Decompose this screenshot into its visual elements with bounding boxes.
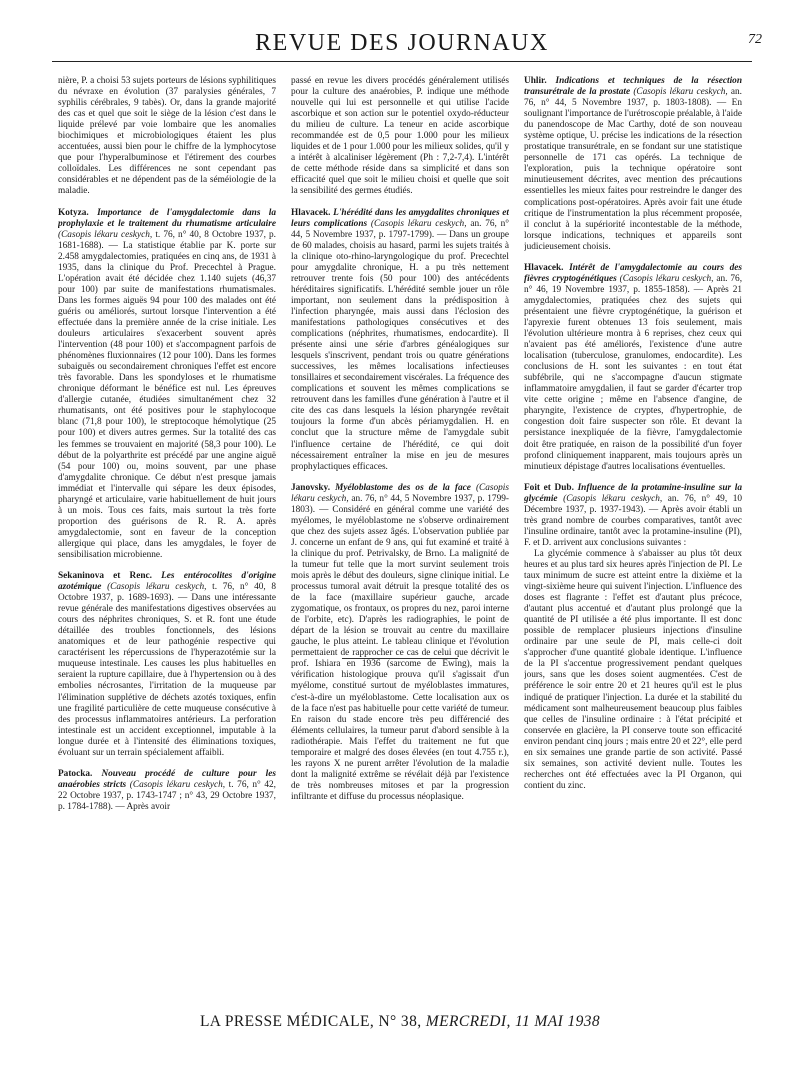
article-source: (Casopis lékaru ceskych, — [563, 493, 663, 504]
article-author: Janovsky. — [291, 482, 331, 493]
article-paragraph — [524, 76, 742, 253]
article-title: Importance de l'amygdalectomie dans la prophylaxie et le traitement du rhumatisme articulaire — [58, 207, 276, 229]
footer-publication: LA PRESSE MÉDICALE, N° 38, — [199, 1013, 422, 1030]
article-title: Intérêt de l'amygdalectomie au cours des fièvres cryptogénétiques — [524, 262, 742, 284]
article-author: Foit et Dub. — [524, 482, 574, 493]
article-source: (Casopis lékaru ceskych, — [58, 229, 153, 240]
article — [291, 76, 509, 198]
article-paragraph — [524, 549, 742, 792]
article-reference: t. 76, n° 40, 8 Octobre 1937, p. 1689-1693). — [58, 582, 276, 604]
article-reference: an. 76, n° 44, 5 Novembre 1937, p. 1797-1799). — [291, 218, 509, 240]
article-paragraph — [58, 571, 276, 759]
text-column-1 — [58, 76, 276, 896]
article-source: (Casopis lékaru ceskych, — [633, 87, 728, 98]
article-body: passé en revue les divers procédés généralement utilisés pour la culture des anaérobies, P. indique une méthode nouvelle qui lui est personnelle et qui utilise l'acide ascorbique et son action sur le potentiel oxydo-réducteur du milieu de culture. La teneur en acide ascorbique recommandée est de 0,5 pour 1.000 pour les milieux liquides et de 1 pour 1.000 pour les milieux solides, qu'il y a intérêt à alcaliniser légèrement (Ph : 7,2-7,4). L'intérêt de cette méthode réside dans sa simplicité et dans son efficacité quel que soit le milieu choisi et quelle que soit la sensibilité des germes étudiés. — [291, 76, 509, 197]
article-source: (Casopis lékaru ceskych, — [107, 582, 207, 593]
article-paragraph — [58, 208, 276, 562]
article-reference: t. 76, n° 42, 22 Octobre 1937, p. 1743-1747 ; n° 43, 29 Octobre 1937, p. 1784-1788). — [58, 779, 276, 812]
article-body: La glycémie commence à s'abaisser au plus tôt deux heures et au plus tard six heures après l'injection de PI. Le taux minimum de sucre est atteint entre la dixième et la vingt-sixième heure qui suivent l'injection. L'influence des doses est flagrante : l'effet est d'autant plus précoce, d'autant plus accentué et d'autant plus prolongé que la quantité de PI utilisée a été plus importante. Il est donc possible de remplacer plusieurs injections d'insuline ordinaire par une seule de PI, mais celle-ci doit s'approcher d'une quantité globale identique. L'influence de la PI s'accentue progressivement pendant quelques jours, sans que les doses soient augmentées. C'est de préférence le soir entre 20 et 21 heures qu'il est le plus indiqué de pratiquer l'injection. La durée et la stabilité du médicament sont malheureusement beaucoup plus faibles que celles de l'insuline ordinaire : à l'état précipité et conservée en glacière, la PI conserve toute son efficacité environ pendant cinq jours ; mais entre 20 et 22°, elle perd en six semaines une grande partie de son activité. Passé six semaines, son activité devient nulle. Toutes les recherches ont été effectuées avec la PI Organon, qui contient du zinc. — [524, 548, 742, 791]
text-column-3 — [524, 76, 742, 896]
article-body: — Après avoir établi un très grand nombre de courbes comparatives, tantôt avec l'insuline ordinaire, tantôt avec la protamine-insuline (PI), F. et D. arrivent aux conclusions suivantes : — [524, 504, 742, 548]
article-author: Hlavacek. — [524, 262, 564, 273]
article-source: (Casopis lékaru ceskych, — [129, 779, 226, 790]
article — [58, 208, 276, 562]
article — [291, 208, 509, 473]
page-header — [52, 30, 762, 60]
article-author: Kotyza. — [58, 207, 89, 218]
article-body: — La statistique établie par K. porte sur 2.458 amygdalectomies, pratiquées en cinq ans, de 1931 à 1935, dans la clinique du Prof. Precechtel à Prague. L'opération avait été décidée chez 1.140 sujets (46,37 pour 100) par suite de manifestations rhumatismales. Dans les formes aiguës 94 pour 100 des malades ont été guéris ou améliorés, surtout lorsque l'intervention a été effectuée dans la première année de la crise initiale. Les douleurs articulaires s'exacerbent souvent après l'intervention (48 pour 100) et s'accompagnent parfois de phénomènes fluxionnaires (12 pour 100). Dans les formes subaiguës ou secondairement chroniques l'effet est encore très favorable. Dans les spondyloses et le rhumatisme chronique déformant le bénéfice est nul. Les épreuves d'allergie cutanée, étudiées simultanément chez 32 rhumatisants, ont été positives pour le staphylocoque blanc (71,8 pour 100), le streptocoque hémolytique (25 pour 100) et divers autres germes. Sur la totalité des cas les femmes se trouvaient en majorité (58,3 pour 100). Le début de la polyarthrite est précédé par une angine aiguë (54 pour 100) ou, moins souvent, par une phase d'amygdalite chronique. Ce début n'est presque jamais immédiat et l'intervalle qui sépare les deux épisodes, pharyngé et articulaire, varie habituellement de huit jours à un mois. Tous ces faits, mais surtout la très forte proportion des guérisons de R. R. A. après amygdalectomie, sont en faveur de la conception allergique qui place, dans les amygdales, le foyer de sensibilisation microbienne. — [58, 240, 276, 560]
article — [58, 571, 276, 759]
text-column-2 — [291, 76, 509, 896]
article-body: — Après 21 amygdalectomies, pratiquées chez des sujets qui présentaient une fièvre cryptogénétique, la guérison et l'apyrexie furent obtenues 13 fois seulement, mais l'évolution ultérieure montra à 6 reprises, chez ceux qui n'avaient pas été améliorés, l'existence d'une autre localisation (tuberculose, granulomes, endocardite). Les conclusions de H. sont les suivantes : en tout état subfébrile, qui ne s'accompagne d'aucun stigmate inflammatoire amygdalien, il faut se garder d'écarter trop vite cette origine ; même en l'absence d'angine, de pharyngite, l'existence de cryptes, d'hypertrophie, de congestion doit faire suspecter son rôle. Et devant la persistance inexpliquée de la fièvre, l'amygdalectomie doit être pratiquée, en raison de la possibilité d'un foyer profond cliniquement inapparent, mais toujours après un minutieux dépistage d'autres localisations éventuelles. — [524, 284, 742, 472]
article-author: Sekaninova et Renc. — [58, 571, 152, 582]
article-paragraph — [524, 263, 742, 473]
article-author: Hlavacek. — [291, 207, 331, 218]
article-title: L'hérédité dans les amygdalites chroniques et leurs complications — [291, 207, 509, 229]
article-body: — En soulignant l'importance de l'urétroscopie préalable, à l'aide du panendoscope de Mac Carthy, doté de son nouveau système optique, U. précise les indications de la résection prostatique transurétrale, en se fondant sur une statistique personnelle de 171 cas opérés. La technique de l'exploration, puis la technique opératoire sont minutieusement décrites, avec mention des précautions essentielles les mieux faites pour restreindre le danger des complications post-opératoires. Après avoir fait une étude critique de l'instrumentation la plus récemment proposée, il conclut à la supériorité incontestable de la méthode, lorsque indications, techniques et appareils sont judicieusement choisis. — [524, 98, 742, 252]
article-title: Nouveau procédé de culture pour les anaérobies stricts — [58, 768, 276, 790]
article-paragraph — [291, 483, 509, 803]
article-reference: an. 76, n° 49, 10 Décembre 1937, p. 1937-1943). — [524, 493, 742, 515]
article-gap — [58, 759, 276, 769]
article-author: Uhlir. — [524, 76, 547, 86]
article-gap — [58, 198, 276, 208]
article-gap — [58, 561, 276, 571]
article-paragraph — [291, 208, 509, 473]
article-title: Les entérocolites d'origine azotémique — [58, 571, 276, 593]
page-footer — [0, 1013, 800, 1031]
article-gap — [291, 473, 509, 483]
article-reference: an. 76, n° 46, 19 Novembre 1937, p. 1855-1858). — [524, 273, 742, 295]
section-end-rule — [342, 658, 458, 659]
article-gap — [524, 473, 742, 483]
article-source: (Casopis lékaru ceskych, — [291, 482, 509, 504]
article-paragraph — [58, 76, 276, 198]
article — [524, 483, 742, 792]
article-paragraph — [58, 769, 276, 813]
article-gap — [291, 198, 509, 208]
journal-title: REVUE DES JOURNAUX — [255, 30, 549, 56]
article — [58, 76, 276, 198]
article-source: (Casopis lékaru ceskych, — [619, 273, 714, 284]
article-body: — Après avoir — [115, 801, 171, 812]
article-title: Influence de la protamine-insuline sur la glycémie — [524, 482, 742, 504]
article-body: — Dans une intéressante revue générale des manifestations digestives observées au cours des néphrites chroniques, S. et R. font une étude détaillée des troubles fonctionnels, des lésions anatomiques et de leur pathogénie respective qui caractérisent les répercussions de l'hyperazotémie sur la muqueuse intestinale. Les causes les plus habituelles en seraient la rupture capillaire, due à l'hypertension ou à des embolies nécrosantes, l'irritation de la muqueuse par l'élimination supplétive de déchets azotés toxiques, enfin une fragilité particulière de cette muqueuse consécutive à des processus inflammatoires antérieurs. La perforation intestinale est un accident exceptionnel, imputable à la longue durée et à l'intensité des éliminations toxiques, évoluant sur un terrain spécialement affaibli. — [58, 593, 276, 758]
article-body: — Dans un groupe de 60 malades, choisis au hasard, parmi les sujets traités à la clinique oto-rhino-laryngologique du prof. Precechtel pour amygdalite chronique, H. a pu très nettement retrouver trente fois (50 pour 100) des antécédents héréditaires significatifs. L'hérédité semble jouer un rôle important, non seulement dans la prédisposition à l'infection pharyngée, mais aussi dans l'éclosion des manifestations pathologiques consécutives et des complications (néphrites, rhumatismes, endocardite). Il présente ainsi une série d'arbres généalogiques sur lesquels s'inscrivent, pendant trois ou quatre générations successives, les mêmes localisations infectieuses tonsillaires et secondairement viscérales. La fréquence des complications et souvent les mêmes complications se retrouvent dans les familles d'une génération à l'autre et il cite des cas dans lesquels la lésion pharyngée revêtait toujours la forme d'un abcès périamygdalien. H. en conclut que la structure même de l'amygdale subit l'influence certaine de l'hérédité, ce qui doit nécessairement entraîner la mise en jeu de mesures prophylactiques efficaces. — [291, 229, 509, 472]
article-title: Myéloblastome des os de la face — [335, 482, 471, 493]
header-rule — [52, 61, 752, 62]
article-author: Patocka. — [58, 768, 93, 779]
article-paragraph — [291, 76, 509, 198]
article-gap — [524, 253, 742, 263]
article — [524, 76, 742, 253]
article-reference: an. 76, n° 44, 5 Novembre 1937, p. 1799-1803). — [291, 493, 509, 515]
article — [524, 263, 742, 473]
article-reference: an. 76, n° 44, 5 Novembre 1937, p. 1803-1808). — [524, 87, 742, 109]
article-reference: t. 76, n° 40, 8 Octobre 1937, p. 1681-1688). — [58, 229, 276, 251]
footer-date: MERCREDI, 11 MAI 1938 — [425, 1013, 601, 1030]
article-body: — Considéré en général comme une variété des myélomes, le myéloblastome ne s'observe ordinairement que chez des sujets assez âgés. L'observation publiée par J. concerne un enfant de 9 ans, qui fut examiné et traité à la clinique du prof. Petrivalsky, de Brno. La malignité de la tumeur fut telle que la mort survint seulement trois mois après le début des douleurs, signe clinique initial. Le processus tumoral avait détruit la presque totalité des os de la face (maxillaire supérieur gauche, arcade zygomatique, os frontaux, os propres du nez, paroi interne de l'orbite, etc). D'après les radiographies, le point de départ de la lésion se trouvait au centre du maxillaire gauche, le plus atteint. Le tableau clinique et l'évolution permettaient de rapprocher ce cas de celui que décrivit le prof. Ishiara en 1936 (sarcome de Ewing), mais la vérification histologique prouva qu'il s'agissait d'un myélome, constitué surtout de myéloblastes immatures, c'est-à-dire un myéloblastome. Cette localisation aux os de la face n'est pas habituelle pour cette variété de tumeur. En raison du stade encore très peu différencié des éléments cellulaires, la tumeur parut d'abord sensible à la radiothérapie. Mais l'effet du traitement ne fut que temporaire et malgré des doses élevées (en tout 4.755 r.), les rayons X ne purent arrêter l'évolution de la maladie dont la malignité extrême se révélait déjà par l'existence de très nombreuses mitoses et par la progression infiltrante et diffuse du processus néoplasique. — [291, 504, 509, 802]
article-body: nière, P. a choisi 53 sujets porteurs de lésions syphilitiques du névraxe en évolution (37 paralysies générales, 7 syphilis cérébrales, 9 tabès). Or, dans la grande majorité des cas et quel que soit le siège de la lésion c'est dans le liquide prélevé par voie lombaire que les anomalies biochimiques et microbiologiques étaient les plus accentuées, aussi bien pour le chiffre de la lymphocytose que pour l'hyperalbuminose et l'étirement des courbes colloïdales. Les différences ne sont cependant pas considérables et ne dépendent pas de la séméiologie de la maladie. — [58, 76, 276, 197]
article-title: Indications et techniques de la résection transurétrale de la prostate — [524, 76, 742, 98]
article-paragraph — [524, 483, 742, 549]
article — [291, 483, 509, 803]
page-number: 72 — [748, 32, 762, 47]
article-source: (Casopis lékaru ceskych, — [370, 218, 467, 229]
article — [58, 769, 276, 813]
